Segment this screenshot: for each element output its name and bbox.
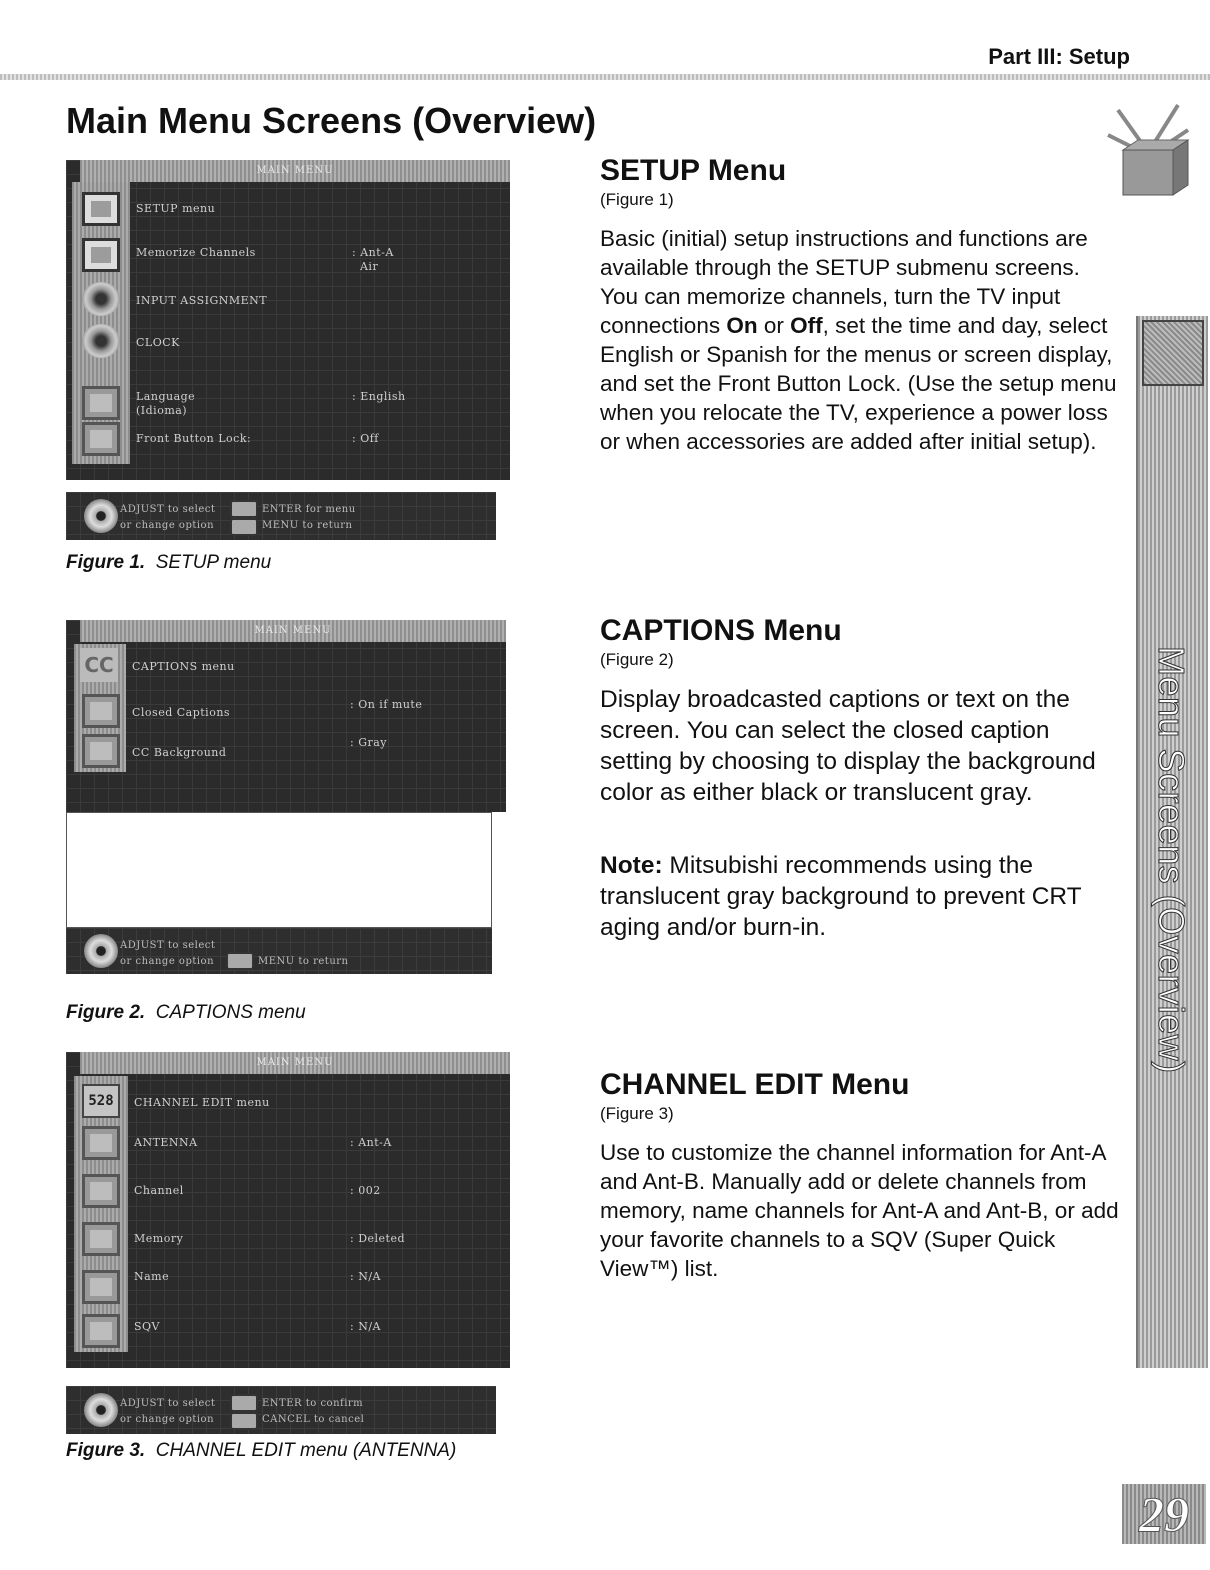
caption-text: SETUP menu xyxy=(155,552,272,573)
footer-text: MENU to return xyxy=(258,956,349,967)
side-tab-image xyxy=(1142,320,1204,386)
caption-label: Figure 1. xyxy=(66,552,146,573)
menu-item-label: Front Button Lock: xyxy=(136,432,252,445)
menu-item-label: Closed Captions xyxy=(132,706,231,719)
cc-background-icon xyxy=(82,734,120,768)
memorize-channels-icon xyxy=(82,238,120,272)
footer-text: ENTER to confirm xyxy=(262,1398,364,1409)
adjust-pad-icon xyxy=(84,499,118,533)
setup-body xyxy=(600,224,1120,456)
adjust-pad-icon xyxy=(84,934,118,968)
front-button-lock-icon xyxy=(82,422,120,456)
off-keyword: Off xyxy=(790,313,823,338)
menu-item-value: : N/A xyxy=(350,1270,381,1283)
menu-item-label: Name xyxy=(134,1270,170,1283)
screen-footer xyxy=(66,1386,496,1434)
menu-item-value: : 002 xyxy=(350,1184,381,1197)
screen-footer xyxy=(66,492,496,540)
footer-text: MENU to return xyxy=(262,520,353,531)
on-keyword: On xyxy=(726,313,758,338)
page-number: 29 xyxy=(1122,1484,1206,1544)
sqv-icon xyxy=(82,1314,120,1348)
figure-1-caption xyxy=(66,552,271,574)
tv-menu-screen xyxy=(66,1052,510,1368)
menu-item-value: : Gray xyxy=(350,736,388,749)
adjust-pad-icon xyxy=(84,1393,118,1427)
caption-text: CHANNEL EDIT menu (ANTENNA) xyxy=(155,1440,457,1461)
menu-item-label: Memorize Channels xyxy=(136,246,256,259)
menu-item-label: Channel xyxy=(134,1184,184,1197)
header-rule xyxy=(0,74,1210,80)
menu-item-label: SQV xyxy=(134,1320,160,1333)
footer-text: CANCEL to cancel xyxy=(262,1414,365,1425)
figure-3-caption xyxy=(66,1440,456,1462)
side-tab xyxy=(1136,316,1208,1368)
menu-item-value: : English xyxy=(352,390,406,403)
screen-title: MAIN MENU xyxy=(80,620,506,642)
box-logo-icon xyxy=(1098,100,1198,200)
footer-text: or change option xyxy=(120,956,215,967)
menu-item-label: CAPTIONS menu xyxy=(132,660,235,673)
menu-item-label: ANTENNA xyxy=(134,1136,198,1149)
clock-icon xyxy=(82,324,120,358)
page-title: Main Menu Screens (Overview) xyxy=(66,100,597,141)
language-icon xyxy=(82,386,120,420)
channel-icon xyxy=(82,1174,120,1208)
setup-body-text: or xyxy=(757,313,791,338)
menu-item-label: Memory xyxy=(134,1232,184,1245)
menu-item-value: : Off xyxy=(352,432,379,445)
menu-item-label: INPUT ASSIGNMENT xyxy=(136,294,268,307)
cancel-button-icon xyxy=(230,1412,258,1430)
menu-item-value: : Deleted xyxy=(350,1232,406,1245)
channel-number-icon: 528 xyxy=(82,1084,120,1118)
channel-edit-figure-ref: (Figure 3) xyxy=(600,1104,674,1123)
part-header: Part III: Setup xyxy=(988,44,1130,69)
setup-body-text: , set the time and day, select English or Spanish for the menus or screen display, and set the Front Button Lock. (Use the setup menu when you relocate the TV, experience a power loss or when accessories are added after initial setup). xyxy=(600,313,1117,454)
side-tab-label: Menu Screens (Overview) xyxy=(1151,646,1192,1074)
menu-item-label: CLOCK xyxy=(136,336,180,349)
setup-tv-icon xyxy=(82,192,120,226)
closed-captions-icon xyxy=(82,694,120,728)
footer-text: or change option xyxy=(120,1414,215,1425)
setup-figure-ref: (Figure 1) xyxy=(600,190,674,209)
setup-heading: SETUP Menu xyxy=(600,154,787,187)
screen-footer xyxy=(66,928,492,974)
translucent-area xyxy=(66,812,492,928)
memory-icon xyxy=(82,1222,120,1256)
antenna-icon xyxy=(82,1126,120,1160)
setup-body-text: Basic (initial) setup instructions and functions are available through the SETUP submenu screens. You can memorize channels, turn the TV input connections xyxy=(600,226,1088,338)
menu-item-value: : Ant-A Air xyxy=(352,246,394,273)
captions-body: Display broadcasted captions or text on the screen. You can select the closed caption setting by choosing to display the background color as either black or translucent gray. xyxy=(600,686,1096,806)
tv-menu-screen xyxy=(66,160,510,480)
screen-title: MAIN MENU xyxy=(80,1052,510,1074)
caption-label: Figure 2. xyxy=(66,1002,146,1023)
enter-button-icon xyxy=(230,1394,258,1412)
menu-item-value: : N/A xyxy=(350,1320,381,1333)
figure-2-caption xyxy=(66,1002,306,1024)
channel-edit-body: Use to customize the channel information for Ant-A and Ant-B. Manually add or delete channels from memory, name channels for Ant-A and Ant-B, or add your favorite channels to a SQV (Super Quick View™) list. xyxy=(600,1140,1119,1281)
footer-text: ADJUST to select xyxy=(120,940,216,951)
channel-edit-heading: CHANNEL EDIT Menu xyxy=(600,1068,910,1101)
menu-item-label: CHANNEL EDIT menu xyxy=(134,1096,270,1109)
footer-text: ENTER for menu xyxy=(262,504,356,515)
captions-figure-ref: (Figure 2) xyxy=(600,650,674,669)
menu-item-value: : Ant-A xyxy=(350,1136,392,1149)
captions-heading: CAPTIONS Menu xyxy=(600,614,842,647)
menu-item-value: : On if mute xyxy=(350,698,423,711)
menu-button-icon xyxy=(226,952,254,970)
menu-button-icon xyxy=(230,518,258,536)
captions-cc-icon: CC xyxy=(80,648,118,682)
footer-text: ADJUST to select xyxy=(120,1398,216,1409)
footer-text: or change option xyxy=(120,520,215,531)
enter-button-icon xyxy=(230,500,258,518)
captions-note xyxy=(600,850,1120,943)
name-icon xyxy=(82,1270,120,1304)
note-text: Mitsubishi recommends using the translucent gray background to prevent CRT aging and/or burn-in. xyxy=(600,852,1082,941)
input-assignment-icon xyxy=(82,282,120,316)
menu-item-label: CC Background xyxy=(132,746,227,759)
note-label: Note: xyxy=(600,852,663,879)
caption-label: Figure 3. xyxy=(66,1440,146,1461)
menu-item-label: SETUP menu xyxy=(136,202,216,215)
menu-item-label: Language (Idioma) xyxy=(136,390,196,417)
caption-text: CAPTIONS menu xyxy=(155,1002,306,1023)
screen-title: MAIN MENU xyxy=(80,160,510,182)
footer-text: ADJUST to select xyxy=(120,504,216,515)
